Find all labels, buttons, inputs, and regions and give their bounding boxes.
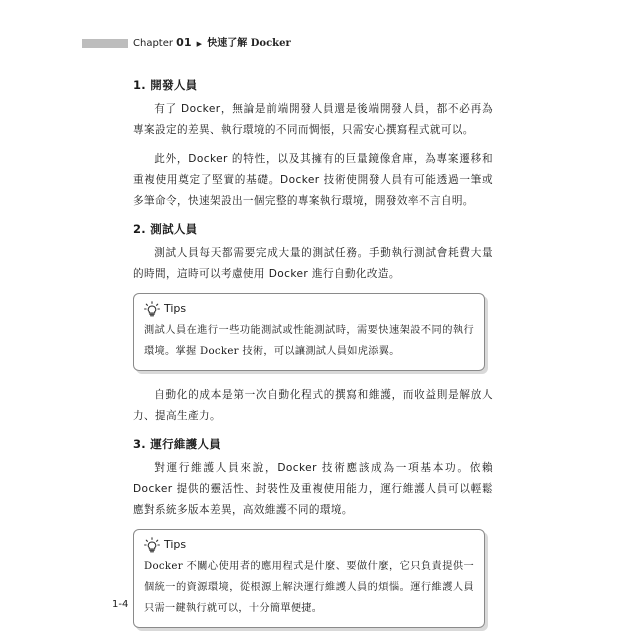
running-header [133,35,291,52]
triangle-right-icon: ▶ [196,40,203,48]
tips-text: Docker 不關心使用者的應用程式是什麼、要做什麼，它只負責提供一個統一的資源環境，從根源上解決運行維護人員的煩惱。運行維護人員只需一鍵執行就可以，十分簡單便捷。 [144,561,474,614]
tips-header [144,300,474,318]
paragraph: 測試人員每天都需要完成大量的測試任務。手動執行測試會耗費大量的時間，這時可以考慮使用 Docker 進行自動化改造。 [133,247,493,280]
chapter-title: 快速了解 Docker [207,38,291,49]
lightbulb-icon [144,301,160,317]
lightbulb-icon [144,537,160,553]
header-gray-bar [82,39,128,48]
tips-title: Tips [164,538,187,551]
paragraph: 對運行維護人員來說，Docker 技術應該成為一項基本功。依賴 Docker 提供的靈活性、封裝性及重複使用能力，運行維護人員可以輕鬆應對系統多版本差異，高效維護不同的環境。 [133,462,493,516]
chapter-label: Chapter [133,38,173,49]
section-heading-operations: 3. 運行維護人員 [133,437,222,451]
tips-title: Tips [164,302,187,315]
tips-box [133,293,485,371]
paragraph: 有了 Docker，無論是前端開發人員還是後端開發人員，都不必再為專案設定的差異、執行環境的不同而惆悵，只需安心撰寫程式就可以。 [133,103,493,136]
page-number: 1-4 [112,599,129,610]
section-heading-developers: 1. 開發人員 [133,78,198,92]
paragraph: 此外，Docker 的特性，以及其擁有的巨量鏡像倉庫，為專案遷移和重複使用奠定了堅實的基礎。Docker 技術使開發人員有可能透過一筆或多筆命令，快速架設出一個完整的專案執行環境，開發效率不言自明。 [133,153,493,207]
page-content [133,76,493,642]
chapter-number: 01 [176,36,192,49]
section-heading-testers: 2. 測試人員 [133,222,198,236]
tips-text: 測試人員在進行一些功能測試或性能測試時，需要快速架設不同的執行環境。掌握 Docker 技術，可以讓測試人員如虎添翼。 [144,325,474,357]
tips-header [144,536,474,554]
tips-box [133,529,485,628]
page-header [0,34,640,52]
paragraph: 自動化的成本是第一次自動化程式的撰寫和維護，而收益則是解放人力、提高生產力。 [133,389,493,422]
